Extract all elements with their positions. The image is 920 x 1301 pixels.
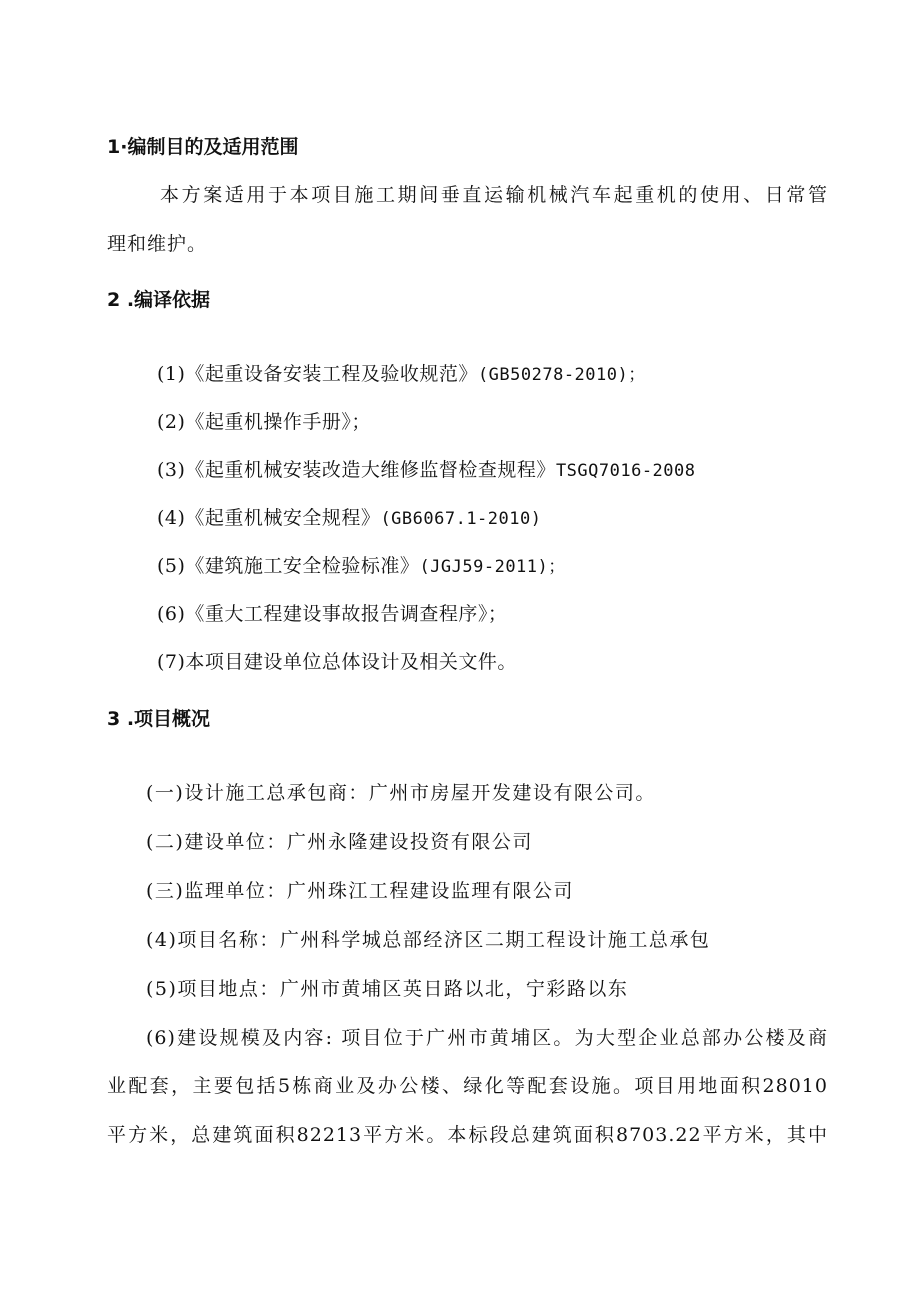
reference-code: (GB50278-2010)； (477, 365, 646, 385)
reference-title: 本项目建设单位总体设计及相关文件。 (185, 651, 517, 673)
reference-title: 《建筑施工安全检验标准》 (185, 555, 420, 577)
project-overview-item-2: (二)建设单位：广州永隆建设投资有限公司 (146, 831, 533, 853)
reference-number: (7) (157, 651, 186, 673)
project-overview-item-1: (一)设计施工总承包商：广州市房屋开发建设有限公司。 (146, 782, 656, 804)
reference-item-2 (157, 409, 371, 435)
reference-code: (JGJ59-2011)； (419, 557, 566, 577)
reference-item-5 (157, 553, 566, 580)
reference-item-4 (157, 505, 541, 532)
reference-title: 《起重机械安全规程》 (185, 507, 381, 529)
project-scale-line-1: (6)建设规模及内容: 项目位于广州市黄埔区。为大型企业总部办公楼及商 (146, 1027, 828, 1049)
reference-title: 《起重机械安装改造大维修监督检查规程》 (185, 459, 556, 481)
reference-number: (2) (157, 411, 186, 433)
project-overview-item-3: (三)监理单位：广州珠江工程建设监理有限公司 (146, 880, 574, 902)
reference-number: (5) (157, 555, 186, 577)
reference-item-3 (157, 457, 696, 484)
reference-title: 《重大工程建设事故报告调查程序》； (185, 603, 508, 625)
reference-number: (4) (157, 507, 186, 529)
reference-number: (1) (157, 363, 186, 385)
project-overview-item-4: (4)项目名称：广州科学城总部经济区二期工程设计施工总承包 (146, 929, 711, 951)
reference-code: (GB6067.1-2010) (380, 509, 542, 529)
reference-number: (6) (157, 603, 186, 625)
section-1-paragraph-line-2: 理和维护。 (107, 233, 208, 255)
section-1-paragraph-line-1: 本方案适用于本项目施工期间垂直运输机械汽车起重机的使用、日常管 (160, 184, 828, 206)
reference-title: 《起重机操作手册》； (185, 411, 371, 433)
project-scale-line-2: 业配套，主要包括5栋商业及办公楼、绿化等配套设施。项目用地面积28010 (107, 1075, 828, 1097)
reference-title: 《起重设备安装工程及验收规范》 (185, 363, 478, 385)
section-2-heading: 2 .编译依据 (107, 289, 211, 311)
section-3-heading: 3 .项目概况 (107, 708, 211, 730)
reference-code: TSGQ7016-2008 (555, 461, 696, 481)
reference-number: (3) (157, 459, 186, 481)
reference-item-1 (157, 361, 646, 388)
reference-item-7 (157, 649, 517, 675)
project-overview-item-5: (5)项目地点：广州市黄埔区英日路以北，宁彩路以东 (146, 978, 629, 1000)
section-1-heading: 1·编制目的及适用范围 (107, 136, 299, 158)
project-scale-line-3: 平方米，总建筑面积82213平方米。本标段总建筑面积8703.22平方米，其中 (107, 1124, 828, 1146)
reference-item-6 (157, 601, 507, 627)
